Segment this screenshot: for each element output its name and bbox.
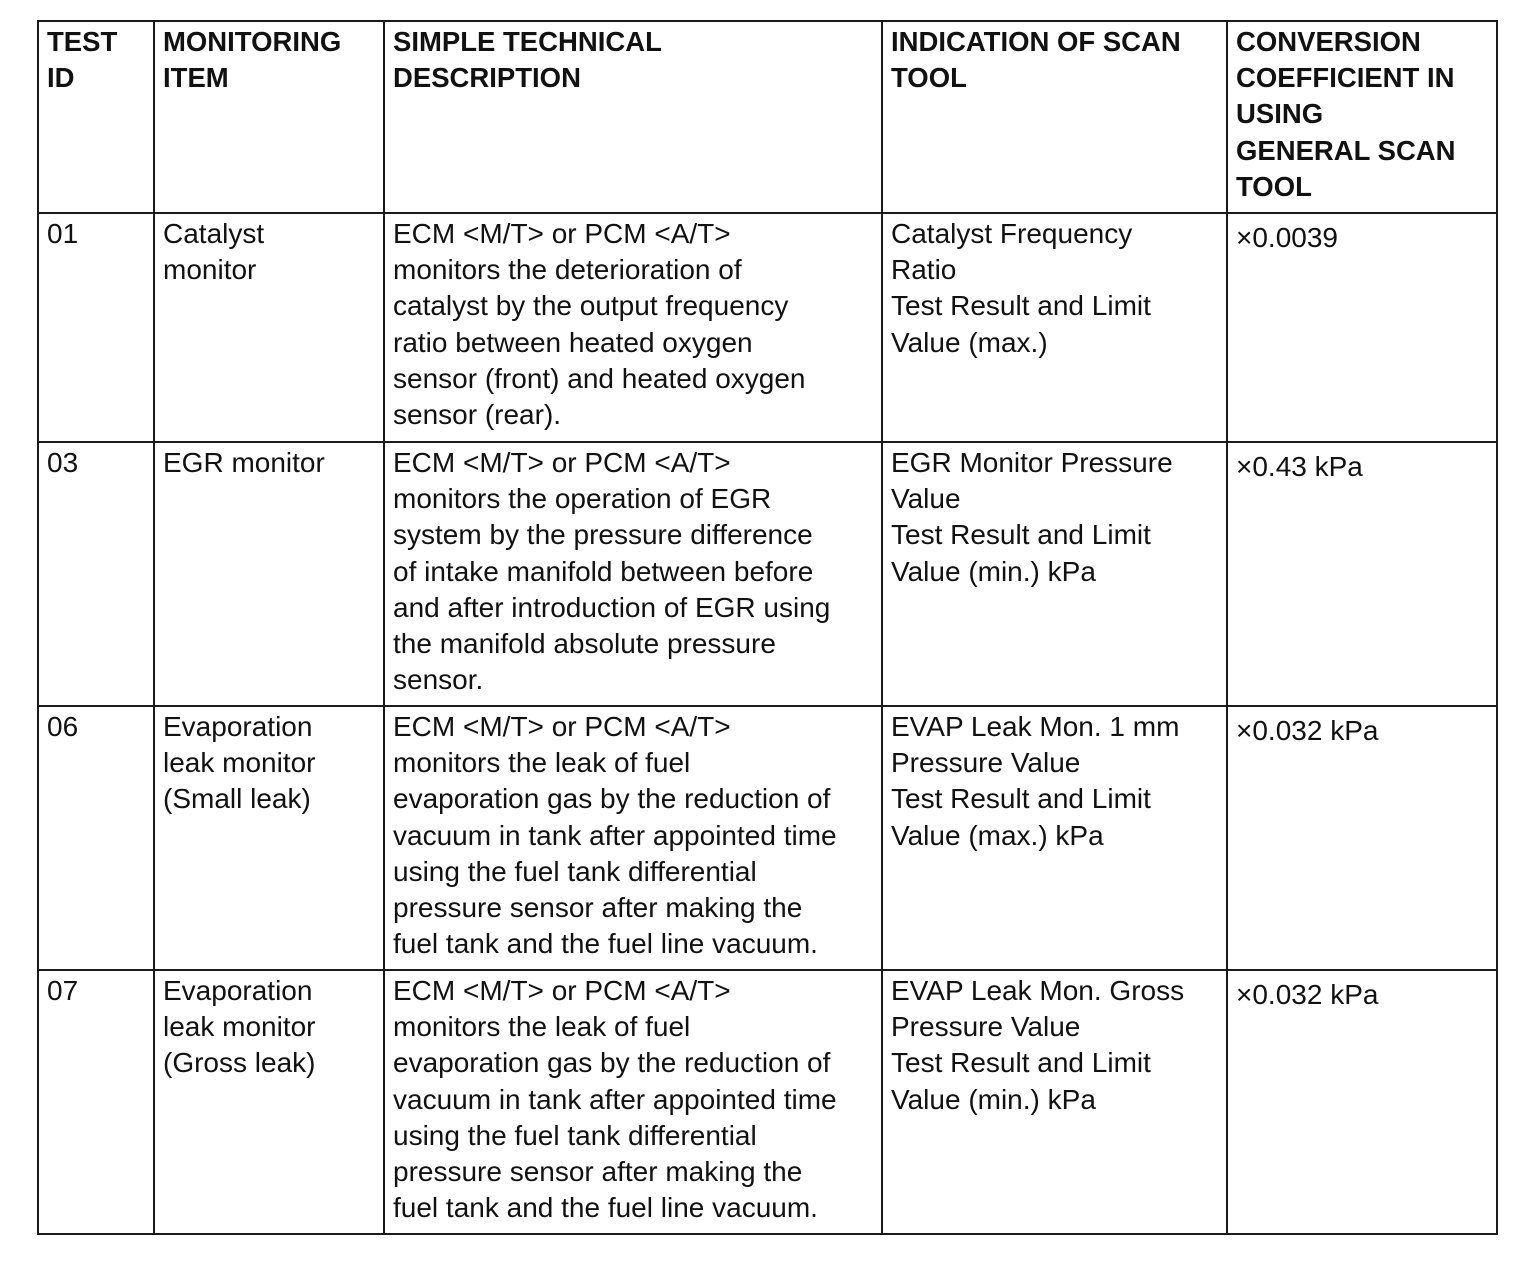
header-conversion: CONVERSION COEFFICIENT IN USING GENERAL SCAN TOOL (1227, 21, 1497, 213)
cell-conversion: ×0.032 kPa (1227, 970, 1497, 1234)
header-indication: INDICATION OF SCAN TOOL (882, 21, 1227, 213)
table-row (38, 442, 1497, 706)
table-row (38, 213, 1497, 442)
table-row (38, 970, 1497, 1234)
cell-test-id: 03 (38, 442, 154, 706)
cell-monitoring-item: Catalyst monitor (154, 213, 384, 442)
cell-indication: EGR Monitor Pressure Value Test Result and Limit Value (min.) kPa (882, 442, 1227, 706)
cell-monitoring-item: EGR monitor (154, 442, 384, 706)
cell-monitoring-item: Evaporation leak monitor (Small leak) (154, 706, 384, 970)
monitor-spec-table (37, 20, 1498, 1235)
header-monitoring-item: MONITORING ITEM (154, 21, 384, 213)
cell-test-id: 07 (38, 970, 154, 1234)
cell-conversion: ×0.43 kPa (1227, 442, 1497, 706)
header-description: SIMPLE TECHNICAL DESCRIPTION (384, 21, 882, 213)
table-header-row (38, 21, 1497, 213)
cell-description: ECM <M/T> or PCM <A/T> monitors the operation of EGR system by the pressure difference of intake manifold between before and after introduction of EGR using the manifold absolute pressure sensor. (384, 442, 882, 706)
cell-indication: EVAP Leak Mon. Gross Pressure Value Test Result and Limit Value (min.) kPa (882, 970, 1227, 1234)
cell-conversion: ×0.0039 (1227, 213, 1497, 442)
cell-description: ECM <M/T> or PCM <A/T> monitors the leak of fuel evaporation gas by the reduction of vacuum in tank after appointed time using the fuel tank differential pressure sensor after making the fuel tank and the fuel line vacuum. (384, 706, 882, 970)
cell-monitoring-item: Evaporation leak monitor (Gross leak) (154, 970, 384, 1234)
cell-test-id: 01 (38, 213, 154, 442)
header-test-id: TEST ID (38, 21, 154, 213)
cell-description: ECM <M/T> or PCM <A/T> monitors the deterioration of catalyst by the output frequency ratio between heated oxygen sensor (front) and heated oxygen sensor (rear). (384, 213, 882, 442)
cell-test-id: 06 (38, 706, 154, 970)
cell-indication: Catalyst Frequency Ratio Test Result and Limit Value (max.) (882, 213, 1227, 442)
cell-indication: EVAP Leak Mon. 1 mm Pressure Value Test Result and Limit Value (max.) kPa (882, 706, 1227, 970)
cell-conversion: ×0.032 kPa (1227, 706, 1497, 970)
cell-description: ECM <M/T> or PCM <A/T> monitors the leak of fuel evaporation gas by the reduction of vacuum in tank after appointed time using the fuel tank differential pressure sensor after making the fuel tank and the fuel line vacuum. (384, 970, 882, 1234)
table-row (38, 706, 1497, 970)
